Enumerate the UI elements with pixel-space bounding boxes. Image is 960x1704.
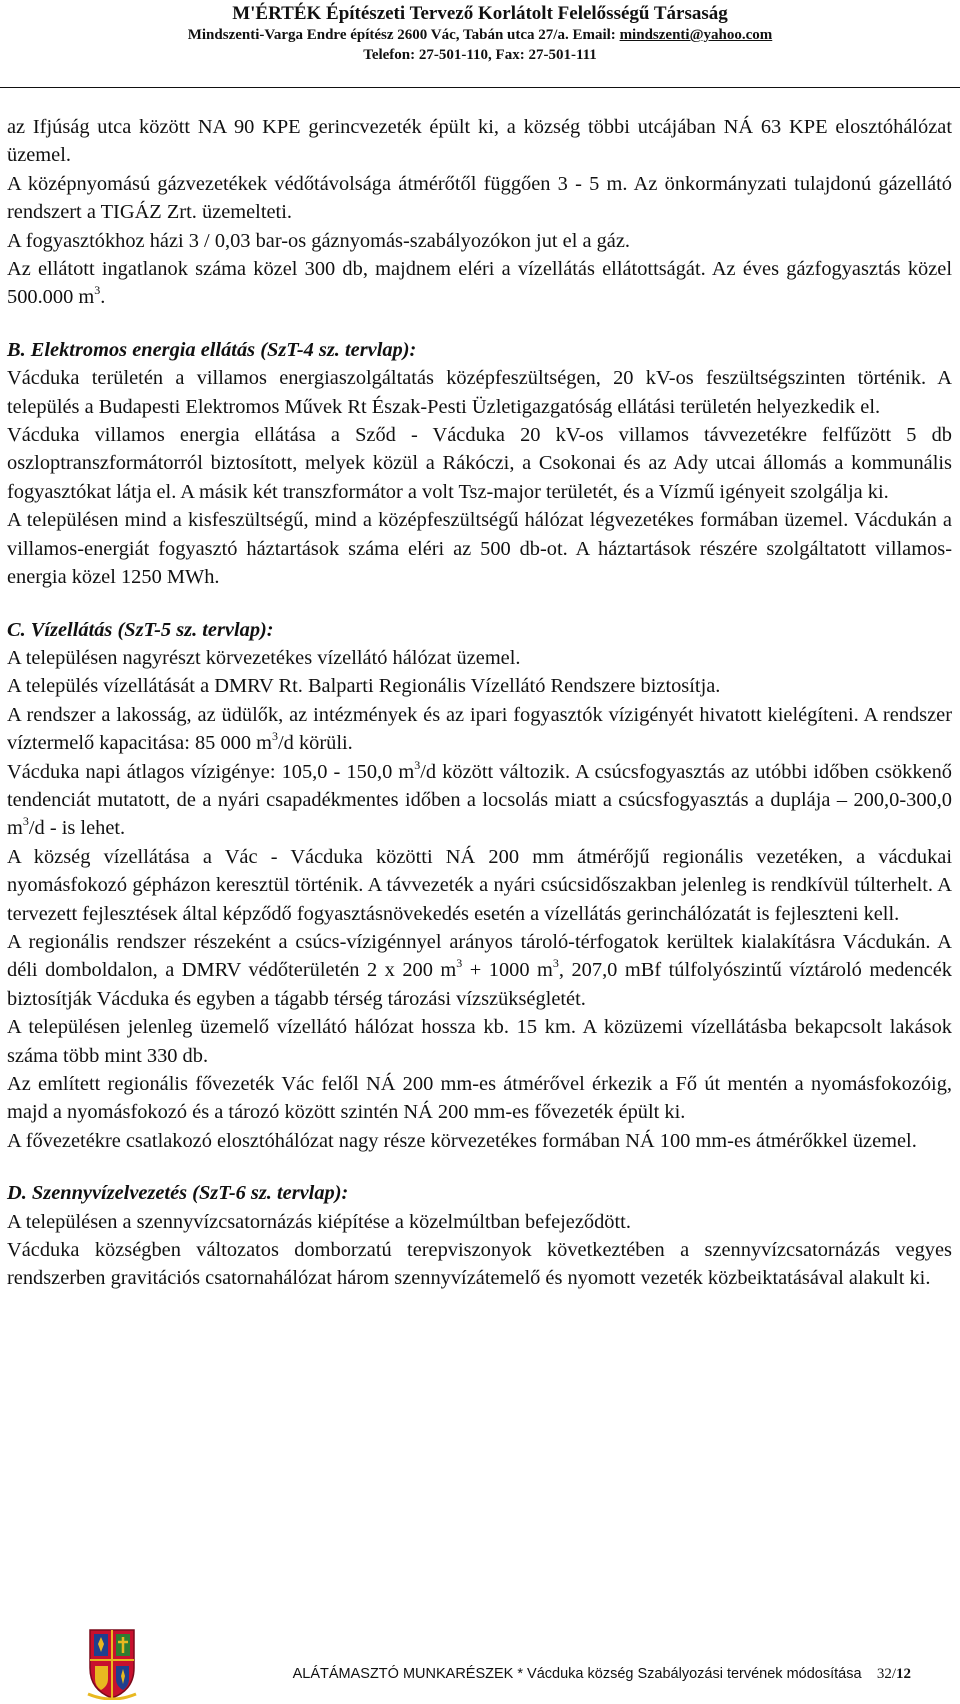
footer-title: ALÁTÁMASZTÓ MUNKARÉSZEK * Vácduka község Szabályozási tervének módosítása (292, 1666, 862, 1682)
paragraph: az Ifjúság utca között NA 90 KPE gerincvezeték épült ki, a község többi utcájában NÁ 63 KPE elosztóhálózat üzemel. (7, 116, 952, 167)
section-heading-b: B. Elektromos energia ellátás (SzT-4 sz. tervlap): (7, 338, 417, 361)
paragraph: A rendszer a lakosság, az üdülők, az intézmények és az ipari fogyasztók vízigényét hivatott kielégíteni. A rendszer víztermelő kapacitása: 85 000 $m^3/d$ körüli. (7, 703, 952, 755)
company-name: M'ÉRTÉK Építészeti Tervező Korlátolt Felelősségű Társaság (232, 3, 728, 24)
paragraph: A fogyasztókhoz házi 3 / 0,03 bar-os gáznyomás-szabályozókon jut el a gáz. (7, 229, 631, 252)
paragraph: A településen jelenleg üzemelő vízellátó hálózat hossza kb. 15 km. A közüzemi vízellátásba bekapcsolt lakások száma több mint 330 db. (7, 1016, 952, 1067)
paragraph: A fővezetékre csatlakozó elosztóhálózat nagy része körvezetékes formában NÁ 100 mm-es átmérőkkel üzemel. (7, 1129, 917, 1152)
header-divider (0, 87, 960, 88)
paragraph: A regionális rendszer részeként a csúcs-vízigénnyel arányos tároló-térfogatok kerültek kialakításra Vácdukán. A déli domboldalon, a DMRV védőterületén 2 x 200 $m^3 + 1000$ $m^3$, 207,0 mBf túlfolyószintű víztároló medencék biztosítják Vácduka és egyben a tágabb térség tározási vízszükségletét. (7, 930, 952, 1010)
paragraph: A településen a szennyvízcsatornázás kiépítése a közelmúltban befejeződött. (7, 1210, 631, 1233)
page-number: 32/12 (876, 1666, 911, 1682)
paragraph: A középnyomású gázvezetékek védőtávolsága átmérőtől függően 3 - 5 m. Az önkormányzati tulajdonú gázellátó rendszert a TIGÁZ Zrt. üzemelteti. (7, 172, 952, 224)
paragraph: A településen nagyrészt körvezetékes vízellátó hálózat üzemel. (7, 646, 521, 669)
paragraph: Vácduka területén a villamos energiaszolgáltatás középfeszültségen, 20 kV-os feszültségszinten történik. A település a Budapesti Elektromos Művek Rt Észak-Pesti Üzletigazgatóság ellátási területén helyezkedik el. (7, 367, 952, 418)
address-text: Mindszenti-Varga Endre építész 2600 Vác, Tabán utca 27/a. Email: (187, 27, 616, 43)
paragraph: A település vízellátását a DMRV Rt. Balparti Regionális Vízellátó Rendszere biztosítja. (7, 675, 721, 698)
page-footer (0, 1612, 960, 1704)
paragraph: Az említett regionális fővezeték Vác felől NÁ 200 mm-es átmérővel érkezik a Fő út mentén a nyomásfokozóig, majd a nyomásfokozó és a tározó között szintén NÁ 200 mm-es fővezeték épült ki. (7, 1073, 952, 1124)
paragraph: Az ellátott ingatlanok száma közel 300 db, majdnem eléri a vízellátás ellátottságát. Az éves gázfogyasztás közel 500.000 $m^3$. (7, 258, 952, 309)
paragraph: Vácduka napi átlagos vízigénye: 105,0 - 150,0 $m^3/d$ között változik. A csúcsfogyasztás az utóbbi időben csökkenő tendenciát mutatott, de a nyári csapadékmentes időben a locsolás miatt a csúcsfogyasztás a duplája – 200,0-300,0 $m^3/d$ - is lehet. (7, 757, 952, 840)
email-link[interactable]: mindszenti@yahoo.com (619, 27, 773, 43)
company-address (0, 25, 960, 45)
paragraph: Vácduka villamos energia ellátása a Sződ - Vácduka 20 kV-os villamos távvezetékre felfűzött 5 db oszloptranszformátorról biztosított, melyek közül a Rákóczi, a Csokonai és az Ady utcai állomás a kommunális fogyasztókat látja el. A másik két transzformátor a volt Tsz-major területét, és a Vízmű igényeit szolgálja ki. (7, 424, 952, 503)
footer-caption (293, 1665, 911, 1683)
section-heading-d: D. Szennyvízelvezetés (SzT-6 sz. tervlap): (7, 1182, 349, 1205)
paragraph: Vácduka községben változatos domborzatú terepviszonyok következtében a szennyvízcsatornázás vegyes rendszerben gravitációs csatornahálózat három szennyvízátemelő és nyomott vezeték közbeiktatásával alakult ki. (7, 1239, 952, 1290)
document-body (7, 113, 952, 1293)
paragraph: A településen mind a kisfeszültségű, mind a középfeszültségű hálózat légvezetékes formában üzemel. Vácdukán a villamos-energiát fogyasztó háztartások száma eléri az 500 db-ot. A háztartások részére szolgáltatott villamos-energia közel 1250 MWh. (7, 509, 952, 589)
company-phone: Telefon: 27-501-110, Fax: 27-501-111 (363, 47, 597, 63)
municipal-crest-icon (86, 1624, 138, 1700)
letterhead (0, 0, 960, 65)
paragraph: A község vízellátása a Vác - Vácduka közötti NÁ 200 mm átmérőjű regionális vezetéken, a vácdukai nyomásfokozó gépházon keresztül történik. A távvezeték a nyári csúcsidőszakban jelenleg is rendkívül túlterhelt. A tervezett fejlesztések által képződő fogyasztásnövekedés esetén a vízellátás gerinchálózatát is fejleszteni kell. (7, 845, 952, 925)
section-heading-c: C. Vízellátás (SzT-5 sz. tervlap): (7, 618, 274, 641)
